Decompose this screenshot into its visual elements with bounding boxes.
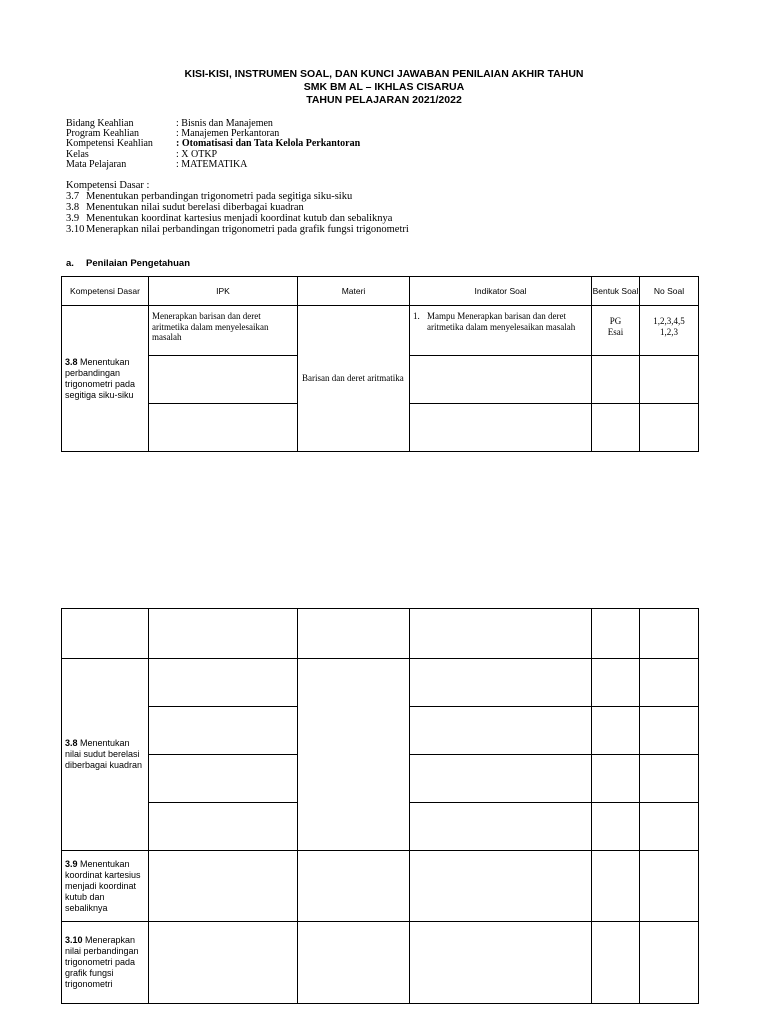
kompetensi-dasar-title: Kompetensi Dasar : (66, 180, 150, 191)
header-no-soal: No Soal (640, 277, 699, 306)
indikator-cell (410, 922, 592, 1004)
indikator-cell (410, 306, 592, 356)
kd-cell-number: 3.8 (65, 738, 78, 748)
kd-cell-text: Menerapkan nilai perbandingan trigonometri pada grafik fungsi trigonometri (65, 935, 139, 989)
assessment-table (61, 276, 699, 452)
bentuk-soal-cell (592, 609, 640, 659)
header-materi: Materi (298, 277, 410, 306)
bentuk-soal-cell (592, 803, 640, 851)
kd-number: 3.7 (66, 191, 80, 202)
kd-cell (62, 609, 149, 659)
kd-cell-number: 3.8 (65, 356, 78, 367)
info-label: Program Keahlian (66, 128, 140, 140)
kd-item (66, 224, 409, 235)
kd-cell (62, 659, 149, 851)
identity-info (66, 119, 360, 170)
no-soal-cell (640, 851, 699, 922)
no-soal-cell (640, 707, 699, 755)
ipk-cell (149, 851, 298, 922)
ipk-cell (149, 707, 298, 755)
info-row (66, 160, 360, 170)
section-letter: a. (66, 258, 74, 269)
section-title (66, 258, 190, 269)
table-row (62, 851, 699, 922)
no-soal-cell (640, 922, 699, 1004)
info-value: : Bisnis dan Manajemen (176, 118, 273, 129)
indikator-cell (410, 356, 592, 404)
bentuk-soal-cell (592, 851, 640, 922)
table-row (62, 922, 699, 1004)
materi-cell (298, 922, 410, 1004)
bentuk-soal-cell (592, 404, 640, 452)
info-label: Kompetensi Keahlian (66, 138, 153, 150)
kd-cell-number: 3.10 (65, 935, 83, 945)
kompetensi-dasar-list (66, 191, 409, 235)
kd-cell (62, 922, 149, 1004)
document-header (0, 68, 768, 107)
indikator-cell (410, 404, 592, 452)
table-row (62, 609, 699, 659)
bentuk-soal-cell (592, 356, 640, 404)
kd-text: Menentukan nilai sudut berelasi diberbagai kuadran (86, 202, 304, 213)
indikator-cell (410, 707, 592, 755)
info-label: Kelas (66, 148, 89, 160)
header-year: TAHUN PELAJARAN 2021/2022 (306, 94, 462, 106)
header-title: KISI-KISI, INSTRUMEN SOAL, DAN KUNCI JAWABAN PENILAIAN AKHIR TAHUN (184, 68, 584, 80)
no-soal-cell (640, 755, 699, 803)
kd-item (66, 213, 409, 224)
info-label: Mata Pelajaran (66, 158, 127, 170)
kd-item (66, 202, 409, 213)
no-soal-cell (640, 803, 699, 851)
table-header-row (62, 277, 699, 306)
bentuk-soal-cell (592, 659, 640, 707)
info-value: : Otomatisasi dan Tata Kelola Perkantoran (176, 138, 361, 150)
kd-cell (62, 306, 149, 452)
kd-number: 3.10 (66, 224, 85, 235)
no-soal-cell (640, 404, 699, 452)
kd-cell-number: 3.9 (65, 858, 78, 869)
bentuk-soal-cell (592, 707, 640, 755)
materi-cell (298, 659, 410, 851)
indikator-cell (410, 755, 592, 803)
materi-cell (298, 851, 410, 922)
table-row (62, 659, 699, 707)
kd-text: Menerapkan nilai perbandingan trigonometri pada grafik fungsi trigonometri (86, 224, 409, 235)
kd-cell-text: Menentukan nilai sudut berelasi diberbagai kuadran (65, 738, 143, 770)
indikator-cell (410, 851, 592, 922)
kd-cell-text: Menentukan perbandingan trigonometri pada segitiga siku-siku (65, 356, 136, 400)
indikator-number: 1. (413, 311, 420, 321)
header-kompetensi-dasar: Kompetensi Dasar (62, 277, 149, 306)
kd-text: Menentukan koordinat kartesius menjadi koordinat kutub dan sebaliknya (86, 213, 393, 224)
kd-text: Menentukan perbandingan trigonometri pada segitiga siku-siku (86, 191, 353, 202)
no-soal-cell (640, 659, 699, 707)
header-bentuk-soal: Bentuk Soal (592, 277, 640, 306)
ipk-cell (149, 404, 298, 452)
bentuk-soal-cell: PG Esai (592, 306, 640, 356)
kd-number: 3.8 (66, 202, 80, 213)
ipk-cell: Menerapkan barisan dan deret aritmetika dalam menyelesaikan masalah (149, 306, 298, 356)
info-value: : Manajemen Perkantoran (176, 128, 280, 140)
assessment-table-continued (61, 608, 699, 1004)
info-value: : X OTKP (176, 148, 218, 160)
info-value: : MATEMATIKA (176, 158, 248, 170)
ipk-cell (149, 356, 298, 404)
no-soal-cell (640, 609, 699, 659)
header-indikator-soal: Indikator Soal (410, 277, 592, 306)
header-ipk: IPK (149, 277, 298, 306)
indikator-cell (410, 659, 592, 707)
materi-cell: Barisan dan deret aritmatika (298, 306, 410, 452)
materi-cell (298, 609, 410, 659)
no-soal-cell (640, 356, 699, 404)
kd-number: 3.9 (66, 213, 80, 224)
kd-cell-text: Menentukan koordinat kartesius menjadi koordinat kutub dan sebaliknya (65, 858, 141, 913)
indikator-text: Mampu Menerapkan barisan dan deret aritmetika dalam menyelesaikan masalah (427, 311, 576, 332)
bentuk-soal-cell (592, 922, 640, 1004)
ipk-cell (149, 922, 298, 1004)
info-label: Bidang Keahlian (66, 118, 134, 129)
indikator-cell (410, 609, 592, 659)
ipk-cell (149, 755, 298, 803)
header-school: SMK BM AL – IKHLAS CISARUA (303, 81, 465, 93)
kd-cell (62, 851, 149, 922)
table-row (62, 306, 699, 356)
no-soal-cell: 1,2,3,4,5 1,2,3 (640, 306, 699, 356)
ipk-cell (149, 659, 298, 707)
ipk-cell (149, 803, 298, 851)
ipk-cell (149, 609, 298, 659)
bentuk-soal-cell (592, 755, 640, 803)
indikator-cell (410, 803, 592, 851)
kd-item (66, 191, 409, 202)
section-text: Penilaian Pengetahuan (86, 258, 190, 269)
